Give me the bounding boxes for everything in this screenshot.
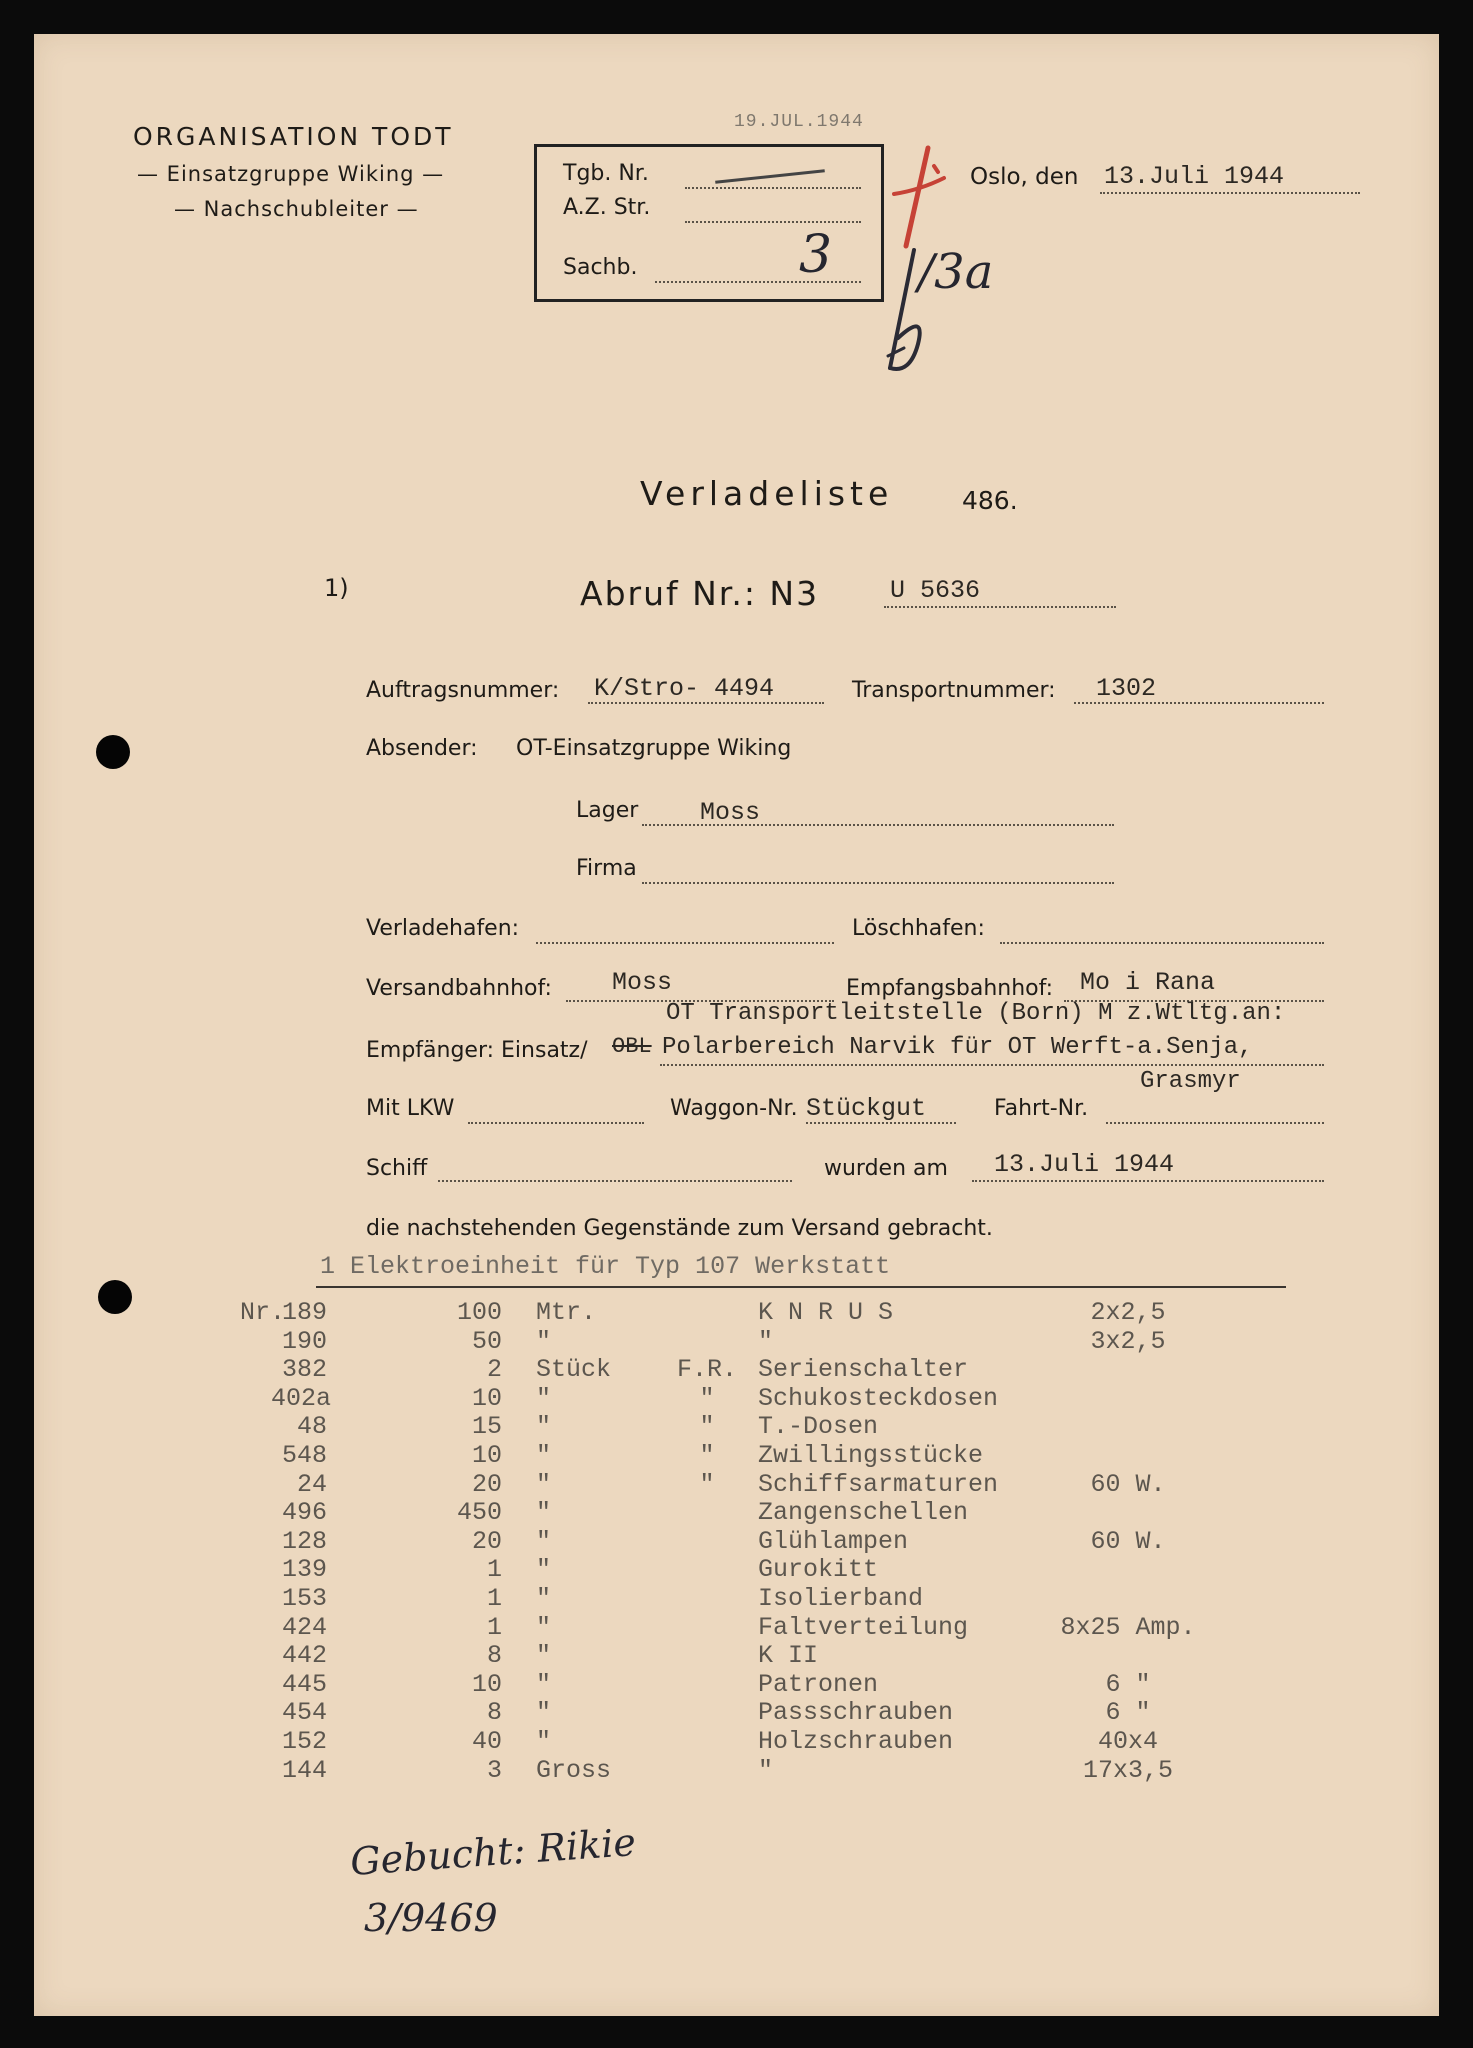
item-unit: " xyxy=(536,1498,552,1528)
item-desc: K N R U S xyxy=(758,1298,894,1327)
item-qty: 50 xyxy=(471,1326,502,1356)
item-unit: " xyxy=(536,1383,552,1413)
item-qty: 3 xyxy=(486,1755,502,1785)
absender-label: Absender: xyxy=(366,736,478,761)
waggon-label: Waggon-Nr. xyxy=(670,1096,798,1121)
empfaenger-value-2: Grasmyr xyxy=(1140,1068,1241,1095)
item-spec: 6 " xyxy=(1105,1669,1151,1699)
item-qty: 8 xyxy=(486,1641,502,1671)
item-spec: 2x2,5 xyxy=(1090,1298,1166,1327)
item-spec: 60 W. xyxy=(1090,1469,1166,1499)
document-title: Verladeliste xyxy=(640,474,894,513)
item-mark: F.R. xyxy=(676,1355,737,1385)
item-desc: " xyxy=(758,1326,774,1356)
item-unit: " xyxy=(536,1669,552,1699)
auftrag-label: Auftragsnummer: xyxy=(366,678,560,703)
waggon-value: Stückgut xyxy=(806,1094,927,1123)
item-qty: 100 xyxy=(456,1298,502,1327)
item-nr: 454 xyxy=(281,1698,327,1728)
document-page xyxy=(34,34,1439,2016)
item-spec: 6 " xyxy=(1105,1698,1151,1728)
item-desc: Passschrauben xyxy=(758,1698,954,1728)
item-desc: Zangenschellen xyxy=(758,1498,969,1528)
item-nr: 548 xyxy=(281,1441,327,1470)
item-nr: 48 xyxy=(296,1412,327,1442)
item-mark: " xyxy=(699,1412,715,1442)
empfaenger-note: OT Transportleitstelle (Born) M z.Wtltg.an: xyxy=(666,1000,1286,1027)
empfangsbahnhof-value: Mo i Rana xyxy=(1080,968,1216,997)
schiff-label: Schiff xyxy=(366,1156,428,1181)
item-nr: 152 xyxy=(281,1727,327,1756)
firma-label: Firma xyxy=(576,856,637,881)
absender-value: OT-Einsatzgruppe Wiking xyxy=(516,736,792,761)
item-mark: " xyxy=(699,1383,715,1413)
item-desc: Holzschrauben xyxy=(758,1727,954,1756)
items-heading-underline xyxy=(316,1286,1286,1288)
item-unit: Stück xyxy=(536,1355,612,1385)
fahrt-label: Fahrt-Nr. xyxy=(994,1096,1089,1121)
item-desc: Isolierband xyxy=(758,1584,924,1613)
item-nr: 402a xyxy=(271,1383,332,1413)
item-unit: " xyxy=(536,1727,552,1756)
abruf-label: Abruf Nr.: N3 xyxy=(580,574,820,613)
section-number: 1) xyxy=(324,574,349,602)
item-unit: " xyxy=(536,1469,552,1499)
wurden-label: wurden am xyxy=(824,1156,948,1181)
item-nr: 189 xyxy=(281,1298,327,1327)
item-nr: 424 xyxy=(281,1612,327,1642)
item-spec: 60 W. xyxy=(1090,1526,1166,1556)
transport-value: 1302 xyxy=(1096,674,1157,703)
item-unit: " xyxy=(536,1326,552,1356)
sachb-value: 3 xyxy=(799,225,833,285)
item-desc: Schiffsarmaturen xyxy=(758,1469,999,1499)
item-desc: Zwillingsstücke xyxy=(758,1441,984,1470)
item-desc: Glühlampen xyxy=(758,1526,909,1556)
item-desc: Serienschalter xyxy=(758,1355,969,1385)
item-unit: " xyxy=(536,1641,552,1671)
punch-hole-top xyxy=(96,735,130,769)
booking-signature: Gebucht: Rikie xyxy=(348,1820,638,1884)
item-mark: " xyxy=(699,1469,715,1499)
item-desc: Faltverteilung xyxy=(758,1612,969,1642)
item-nr: 382 xyxy=(281,1355,327,1385)
item-nr: 144 xyxy=(281,1755,327,1785)
item-unit: Mtr. xyxy=(536,1298,597,1327)
item-nr: 128 xyxy=(281,1526,327,1556)
empfaenger-struck: OBL xyxy=(612,1034,652,1059)
item-mark: " xyxy=(699,1441,715,1470)
item-unit: Gross xyxy=(536,1755,612,1785)
place-date-prefix: Oslo, den xyxy=(970,164,1079,190)
lager-value: Moss xyxy=(700,798,761,827)
verladehafen-label: Verladehafen: xyxy=(366,916,520,941)
sachb-label: Sachb. xyxy=(563,255,638,280)
item-qty: 20 xyxy=(471,1526,502,1556)
items-prefix: Nr. xyxy=(240,1298,286,1327)
item-nr: 24 xyxy=(296,1469,327,1499)
item-qty: 1 xyxy=(486,1612,502,1642)
abruf-value: U 5636 xyxy=(890,576,981,605)
empfangsbahnhof-label: Empfangsbahnhof: xyxy=(846,976,1054,1001)
item-qty: 450 xyxy=(456,1498,502,1528)
auftrag-value: K/Stro- 4494 xyxy=(594,674,775,703)
item-nr: 445 xyxy=(281,1669,327,1699)
item-unit: " xyxy=(536,1441,552,1470)
item-qty: 1 xyxy=(486,1555,502,1585)
item-desc: Patronen xyxy=(758,1669,879,1699)
tgb-strike xyxy=(715,169,825,183)
lkw-label: Mit LKW xyxy=(366,1096,455,1121)
item-nr: 153 xyxy=(281,1584,327,1613)
item-nr: 496 xyxy=(281,1498,327,1528)
item-unit: " xyxy=(536,1555,552,1585)
item-desc: Schukosteckdosen xyxy=(758,1383,999,1413)
wurden-value: 13.Juli 1944 xyxy=(994,1150,1175,1179)
item-unit: " xyxy=(536,1526,552,1556)
item-qty: 1 xyxy=(486,1584,502,1613)
item-qty: 10 xyxy=(471,1383,502,1413)
item-qty: 10 xyxy=(471,1441,502,1470)
item-unit: " xyxy=(536,1584,552,1613)
empfaenger-value: Polarbereich Narvik für OT Werft-a.Senja, xyxy=(662,1034,1253,1061)
item-qty: 40 xyxy=(471,1727,502,1756)
item-spec: 8x25 Amp. xyxy=(1060,1612,1196,1642)
item-desc: K II xyxy=(758,1641,819,1671)
lager-label: Lager xyxy=(576,798,639,823)
item-qty: 2 xyxy=(486,1355,502,1385)
received-date-stamp: 19.JUL.1944 xyxy=(734,112,864,132)
item-unit: " xyxy=(536,1698,552,1728)
versandbahnhof-label: Versandbahnhof: xyxy=(366,976,552,1001)
letterhead-dept: — Nachschubleiter — xyxy=(174,197,419,221)
item-qty: 20 xyxy=(471,1469,502,1499)
punch-hole-bottom xyxy=(98,1280,132,1314)
item-nr: 442 xyxy=(281,1641,327,1671)
item-qty: 15 xyxy=(471,1412,502,1442)
item-nr: 190 xyxy=(281,1326,327,1356)
item-qty: 8 xyxy=(486,1698,502,1728)
handwritten-file-mark: /3a xyxy=(918,244,994,300)
title-number: 486. xyxy=(962,486,1018,515)
tgb-label: Tgb. Nr. xyxy=(563,161,649,186)
item-unit: " xyxy=(536,1412,552,1442)
item-spec: 3x2,5 xyxy=(1090,1326,1166,1356)
letter-date: 13.Juli 1944 xyxy=(1104,162,1285,191)
registry-stamp xyxy=(534,144,884,302)
versandbahnhof-value: Moss xyxy=(612,968,673,997)
item-desc: " xyxy=(758,1755,774,1785)
empfaenger-label: Empfänger: Einsatz/ xyxy=(366,1038,588,1063)
az-label: A.Z. Str. xyxy=(563,195,651,220)
booking-number: 3/9469 xyxy=(364,1896,498,1940)
items-heading: 1 Elektroeinheit für Typ 107 Werkstatt xyxy=(320,1252,891,1281)
transport-label: Transportnummer: xyxy=(852,678,1056,703)
item-unit: " xyxy=(536,1612,552,1642)
item-desc: Gurokitt xyxy=(758,1555,879,1585)
loeschhafen-label: Löschhafen: xyxy=(852,916,985,941)
statement-text: die nachstehenden Gegenstände zum Versand gebracht. xyxy=(366,1216,993,1241)
item-spec: 40x4 xyxy=(1097,1727,1158,1756)
letterhead-org: ORGANISATION TODT xyxy=(133,122,454,151)
letterhead-group: — Einsatzgruppe Wiking — xyxy=(137,162,445,186)
item-desc: T.-Dosen xyxy=(758,1412,879,1442)
item-nr: 139 xyxy=(281,1555,327,1585)
item-spec: 17x3,5 xyxy=(1082,1755,1173,1785)
item-qty: 10 xyxy=(471,1669,502,1699)
